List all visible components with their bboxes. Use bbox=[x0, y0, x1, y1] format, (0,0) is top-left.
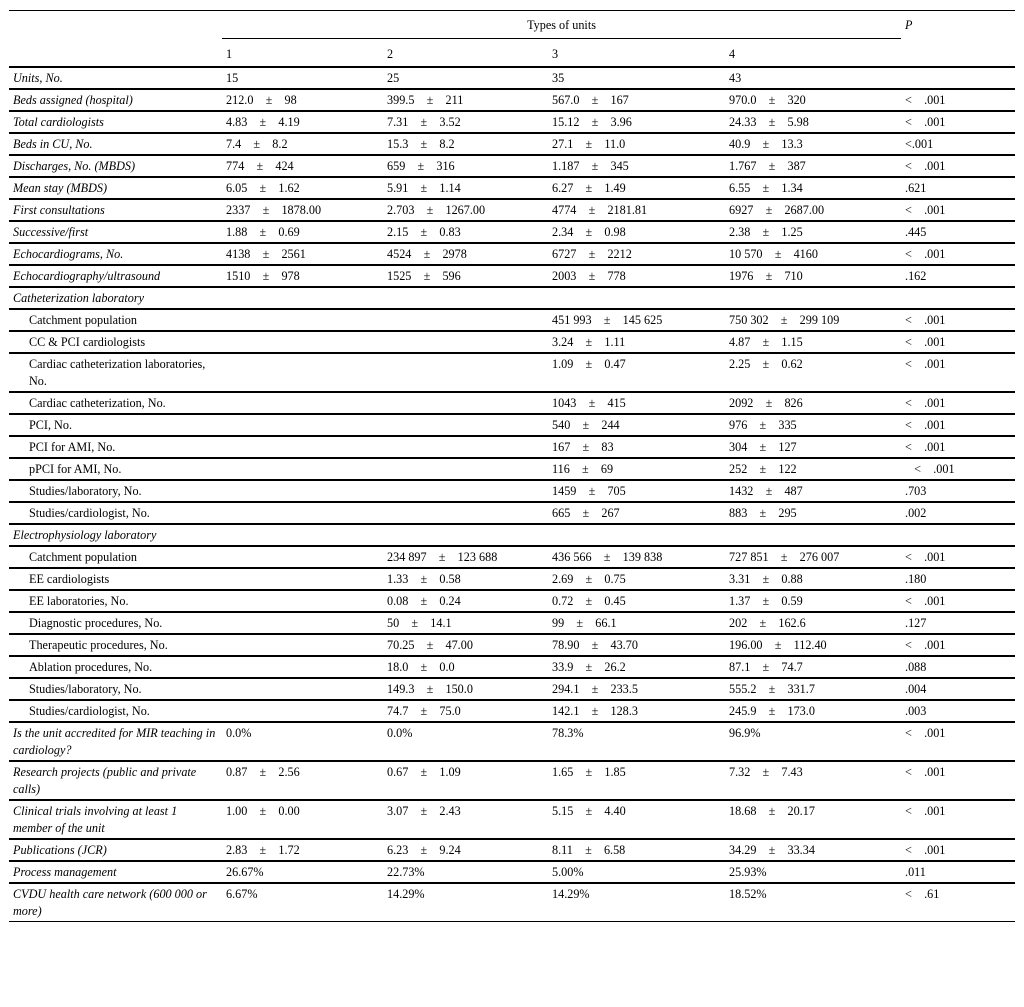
table-row bbox=[9, 111, 1015, 133]
row-label: EE laboratories, No. bbox=[9, 590, 222, 612]
table-row bbox=[9, 700, 1015, 722]
row-label: Electrophysiology laboratory bbox=[9, 524, 222, 546]
table-row bbox=[9, 656, 1015, 678]
table-row bbox=[9, 546, 1015, 568]
unit-1-value-cell bbox=[222, 309, 383, 331]
table-row bbox=[9, 612, 1015, 634]
unit-3-value-cell: 14.29% bbox=[548, 883, 725, 922]
unit-3-value-cell: 2.34 ± 0.98 bbox=[548, 221, 725, 243]
unit-3-value-cell: 1.187 ± 345 bbox=[548, 155, 725, 177]
unit-4-value-cell: 750 302 ± 299 109 bbox=[725, 309, 901, 331]
unit-1-value-cell bbox=[222, 546, 383, 568]
table-row bbox=[9, 221, 1015, 243]
unit-2-value-cell: 25 bbox=[383, 67, 548, 89]
p-value-header: P bbox=[901, 11, 1015, 39]
table-row bbox=[9, 177, 1015, 199]
table-row bbox=[9, 67, 1015, 89]
row-label: Studies/cardiologist, No. bbox=[9, 700, 222, 722]
unit-2-value-cell: 15.3 ± 8.2 bbox=[383, 133, 548, 155]
unit-4-value-cell: 2.25 ± 0.62 bbox=[725, 353, 901, 392]
unit-3-value-cell: 5.00% bbox=[548, 861, 725, 883]
unit-1-value-cell bbox=[222, 414, 383, 436]
unit-2-value-cell: 50 ± 14.1 bbox=[383, 612, 548, 634]
p-value-cell bbox=[901, 287, 1015, 309]
table-row bbox=[9, 436, 1015, 458]
p-value-cell: < .001 bbox=[901, 199, 1015, 221]
row-label: Research projects (public and private calls) bbox=[9, 761, 222, 800]
unit-3-value-cell: 8.11 ± 6.58 bbox=[548, 839, 725, 861]
p-value-cell: < .001 bbox=[901, 839, 1015, 861]
unit-3-value-cell: 6.27 ± 1.49 bbox=[548, 177, 725, 199]
unit-2-value-cell: 7.31 ± 3.52 bbox=[383, 111, 548, 133]
unit-4-value-cell: 2.38 ± 1.25 bbox=[725, 221, 901, 243]
row-label: Discharges, No. (MBDS) bbox=[9, 155, 222, 177]
header-blank-cell bbox=[9, 39, 222, 67]
row-label: Successive/first bbox=[9, 221, 222, 243]
unit-1-value-cell: 4.83 ± 4.19 bbox=[222, 111, 383, 133]
header-row-groups bbox=[9, 11, 1015, 39]
p-value-cell: .004 bbox=[901, 678, 1015, 700]
table-row bbox=[9, 155, 1015, 177]
unit-2-value-cell: 4524 ± 2978 bbox=[383, 243, 548, 265]
table-row bbox=[9, 309, 1015, 331]
unit-4-value-cell: 1.767 ± 387 bbox=[725, 155, 901, 177]
unit-1-value-cell: 774 ± 424 bbox=[222, 155, 383, 177]
p-value-cell: .011 bbox=[901, 861, 1015, 883]
p-value-cell: < .001 bbox=[901, 243, 1015, 265]
unit-1-value-cell bbox=[222, 568, 383, 590]
table-row bbox=[9, 414, 1015, 436]
p-value-cell: < .001 bbox=[901, 392, 1015, 414]
unit-1-value-cell bbox=[222, 458, 383, 480]
p-value-cell: < .001 bbox=[901, 353, 1015, 392]
unit-2-value-cell: 659 ± 316 bbox=[383, 155, 548, 177]
header-row-columns bbox=[9, 39, 1015, 67]
row-label: Echocardiography/ultrasound bbox=[9, 265, 222, 287]
unit-2-value-cell bbox=[383, 480, 548, 502]
row-label: Therapeutic procedures, No. bbox=[9, 634, 222, 656]
table-body bbox=[9, 67, 1015, 922]
unit-1-value-cell bbox=[222, 287, 383, 309]
unit-1-value-cell bbox=[222, 524, 383, 546]
unit-4-value-cell: 970.0 ± 320 bbox=[725, 89, 901, 111]
unit-1-value-cell: 7.4 ± 8.2 bbox=[222, 133, 383, 155]
unit-2-value-cell: 22.73% bbox=[383, 861, 548, 883]
unit-3-value-cell: 27.1 ± 11.0 bbox=[548, 133, 725, 155]
unit-2-value-cell bbox=[383, 353, 548, 392]
row-label: Publications (JCR) bbox=[9, 839, 222, 861]
unit-3-value-cell: 3.24 ± 1.11 bbox=[548, 331, 725, 353]
unit-3-value-cell: 2003 ± 778 bbox=[548, 265, 725, 287]
p-value-cell: <.001 bbox=[901, 133, 1015, 155]
unit-4-value-cell: 4.87 ± 1.15 bbox=[725, 331, 901, 353]
unit-1-value-cell: 1.88 ± 0.69 bbox=[222, 221, 383, 243]
p-value-cell: < .001 bbox=[901, 414, 1015, 436]
p-value-cell: < .61 bbox=[901, 883, 1015, 922]
p-value-cell: < .001 bbox=[901, 546, 1015, 568]
unit-4-value-cell: 555.2 ± 331.7 bbox=[725, 678, 901, 700]
unit-4-value-cell: 1976 ± 710 bbox=[725, 265, 901, 287]
table-row bbox=[9, 287, 1015, 309]
unit-4-value-cell: 1.37 ± 0.59 bbox=[725, 590, 901, 612]
unit-3-value-cell: 116 ± 69 bbox=[548, 458, 725, 480]
row-label: Studies/cardiologist, No. bbox=[9, 502, 222, 524]
unit-3-value-cell: 436 566 ± 139 838 bbox=[548, 546, 725, 568]
unit-1-value-cell bbox=[222, 678, 383, 700]
units-comparison-table bbox=[9, 10, 1015, 922]
unit-2-value-cell: 74.7 ± 75.0 bbox=[383, 700, 548, 722]
unit-4-value-cell bbox=[725, 524, 901, 546]
row-label: Studies/laboratory, No. bbox=[9, 678, 222, 700]
unit-4-value-cell: 34.29 ± 33.34 bbox=[725, 839, 901, 861]
unit-3-value-cell bbox=[548, 287, 725, 309]
row-label: Beds assigned (hospital) bbox=[9, 89, 222, 111]
unit-3-value-cell: 6727 ± 2212 bbox=[548, 243, 725, 265]
p-value-cell: < .001 bbox=[901, 89, 1015, 111]
row-label: Process management bbox=[9, 861, 222, 883]
unit-3-value-cell: 142.1 ± 128.3 bbox=[548, 700, 725, 722]
unit-3-value-cell: 1459 ± 705 bbox=[548, 480, 725, 502]
unit-3-value-cell: 5.15 ± 4.40 bbox=[548, 800, 725, 839]
p-value-cell: < .001 bbox=[901, 590, 1015, 612]
unit-4-value-cell: 1432 ± 487 bbox=[725, 480, 901, 502]
unit-4-value-cell: 976 ± 335 bbox=[725, 414, 901, 436]
column-header-3: 3 bbox=[552, 47, 559, 61]
table-row bbox=[9, 458, 1015, 480]
column-header-2: 2 bbox=[387, 47, 394, 61]
table-row bbox=[9, 722, 1015, 761]
unit-2-value-cell bbox=[383, 392, 548, 414]
row-label: First consultations bbox=[9, 199, 222, 221]
unit-4-value-cell: 202 ± 162.6 bbox=[725, 612, 901, 634]
row-label: Ablation procedures, No. bbox=[9, 656, 222, 678]
unit-2-value-cell: 1525 ± 596 bbox=[383, 265, 548, 287]
unit-4-value-cell: 6927 ± 2687.00 bbox=[725, 199, 901, 221]
table-row bbox=[9, 89, 1015, 111]
unit-2-value-cell: 6.23 ± 9.24 bbox=[383, 839, 548, 861]
row-label: Studies/laboratory, No. bbox=[9, 480, 222, 502]
unit-1-value-cell: 4138 ± 2561 bbox=[222, 243, 383, 265]
unit-1-value-cell bbox=[222, 612, 383, 634]
unit-2-value-cell: 14.29% bbox=[383, 883, 548, 922]
unit-1-value-cell bbox=[222, 700, 383, 722]
row-label: Cardiac catheterization, No. bbox=[9, 392, 222, 414]
row-label: Clinical trials involving at least 1 member of the unit bbox=[9, 800, 222, 839]
unit-2-value-cell: 399.5 ± 211 bbox=[383, 89, 548, 111]
unit-3-value-cell: 15.12 ± 3.96 bbox=[548, 111, 725, 133]
unit-2-value-cell bbox=[383, 458, 548, 480]
table-row bbox=[9, 634, 1015, 656]
unit-1-value-cell: 0.87 ± 2.56 bbox=[222, 761, 383, 800]
table-row bbox=[9, 839, 1015, 861]
table-row bbox=[9, 502, 1015, 524]
unit-4-value-cell: 24.33 ± 5.98 bbox=[725, 111, 901, 133]
unit-4-value-cell: 252 ± 122 bbox=[725, 458, 901, 480]
unit-2-value-cell: 5.91 ± 1.14 bbox=[383, 177, 548, 199]
table-row bbox=[9, 678, 1015, 700]
unit-3-value-cell: 1.09 ± 0.47 bbox=[548, 353, 725, 392]
unit-1-value-cell bbox=[222, 590, 383, 612]
unit-2-value-cell: 0.67 ± 1.09 bbox=[383, 761, 548, 800]
row-label: Diagnostic procedures, No. bbox=[9, 612, 222, 634]
row-label: Beds in CU, No. bbox=[9, 133, 222, 155]
unit-4-value-cell bbox=[725, 287, 901, 309]
unit-4-value-cell: 18.52% bbox=[725, 883, 901, 922]
p-value-cell: < .001 bbox=[901, 458, 1015, 480]
table-row bbox=[9, 568, 1015, 590]
unit-4-value-cell: 25.93% bbox=[725, 861, 901, 883]
row-label: PCI, No. bbox=[9, 414, 222, 436]
unit-1-value-cell: 1510 ± 978 bbox=[222, 265, 383, 287]
unit-2-value-cell: 149.3 ± 150.0 bbox=[383, 678, 548, 700]
unit-3-value-cell: 1.65 ± 1.85 bbox=[548, 761, 725, 800]
unit-4-value-cell: 245.9 ± 173.0 bbox=[725, 700, 901, 722]
p-value-cell: < .001 bbox=[901, 155, 1015, 177]
unit-2-value-cell: 70.25 ± 47.00 bbox=[383, 634, 548, 656]
unit-4-value-cell: 87.1 ± 74.7 bbox=[725, 656, 901, 678]
row-label: Cardiac catheterization laboratories, No. bbox=[9, 353, 222, 392]
unit-3-value-cell: 78.90 ± 43.70 bbox=[548, 634, 725, 656]
unit-1-value-cell: 1.00 ± 0.00 bbox=[222, 800, 383, 839]
unit-1-value-cell bbox=[222, 331, 383, 353]
unit-3-value-cell: 99 ± 66.1 bbox=[548, 612, 725, 634]
unit-3-value-cell: 35 bbox=[548, 67, 725, 89]
table-row bbox=[9, 353, 1015, 392]
unit-4-value-cell: 10 570 ± 4160 bbox=[725, 243, 901, 265]
p-value-cell: < .001 bbox=[901, 634, 1015, 656]
unit-2-value-cell: 0.08 ± 0.24 bbox=[383, 590, 548, 612]
row-label: Catchment population bbox=[9, 546, 222, 568]
unit-1-value-cell: 6.05 ± 1.62 bbox=[222, 177, 383, 199]
unit-3-value-cell: 2.69 ± 0.75 bbox=[548, 568, 725, 590]
p-value-cell: < .001 bbox=[901, 800, 1015, 839]
unit-4-value-cell: 304 ± 127 bbox=[725, 436, 901, 458]
row-label: Mean stay (MBDS) bbox=[9, 177, 222, 199]
table-row bbox=[9, 883, 1015, 922]
unit-1-value-cell bbox=[222, 656, 383, 678]
unit-3-value-cell: 4774 ± 2181.81 bbox=[548, 199, 725, 221]
unit-2-value-cell bbox=[383, 414, 548, 436]
unit-2-value-cell: 0.0% bbox=[383, 722, 548, 761]
row-label: pPCI for AMI, No. bbox=[9, 458, 222, 480]
table-row bbox=[9, 590, 1015, 612]
header-blank-cell bbox=[901, 39, 1015, 67]
p-value-cell: < .001 bbox=[901, 331, 1015, 353]
column-header-1: 1 bbox=[226, 47, 233, 61]
unit-2-value-cell bbox=[383, 436, 548, 458]
unit-2-value-cell bbox=[383, 287, 548, 309]
unit-1-value-cell: 15 bbox=[222, 67, 383, 89]
unit-4-value-cell: 96.9% bbox=[725, 722, 901, 761]
p-value-cell: .703 bbox=[901, 480, 1015, 502]
table-row bbox=[9, 199, 1015, 221]
unit-3-value-cell: 0.72 ± 0.45 bbox=[548, 590, 725, 612]
p-value-cell: < .001 bbox=[901, 111, 1015, 133]
unit-4-value-cell: 727 851 ± 276 007 bbox=[725, 546, 901, 568]
unit-3-value-cell: 1043 ± 415 bbox=[548, 392, 725, 414]
unit-3-value-cell: 665 ± 267 bbox=[548, 502, 725, 524]
unit-2-value-cell: 3.07 ± 2.43 bbox=[383, 800, 548, 839]
types-of-units-header: Types of units bbox=[222, 11, 901, 39]
unit-2-value-cell bbox=[383, 309, 548, 331]
unit-3-value-cell: 33.9 ± 26.2 bbox=[548, 656, 725, 678]
unit-2-value-cell bbox=[383, 502, 548, 524]
unit-2-value-cell bbox=[383, 524, 548, 546]
unit-4-value-cell: 40.9 ± 13.3 bbox=[725, 133, 901, 155]
unit-3-value-cell: 294.1 ± 233.5 bbox=[548, 678, 725, 700]
unit-4-value-cell: 3.31 ± 0.88 bbox=[725, 568, 901, 590]
row-label: Catheterization laboratory bbox=[9, 287, 222, 309]
table-row bbox=[9, 265, 1015, 287]
table-row bbox=[9, 861, 1015, 883]
column-header-4: 4 bbox=[729, 47, 736, 61]
row-label: EE cardiologists bbox=[9, 568, 222, 590]
p-value-cell bbox=[901, 67, 1015, 89]
unit-4-value-cell: 883 ± 295 bbox=[725, 502, 901, 524]
unit-1-value-cell: 2337 ± 1878.00 bbox=[222, 199, 383, 221]
row-label: PCI for AMI, No. bbox=[9, 436, 222, 458]
unit-2-value-cell: 2.15 ± 0.83 bbox=[383, 221, 548, 243]
unit-1-value-cell bbox=[222, 480, 383, 502]
unit-4-value-cell: 18.68 ± 20.17 bbox=[725, 800, 901, 839]
unit-1-value-cell: 0.0% bbox=[222, 722, 383, 761]
row-label: Catchment population bbox=[9, 309, 222, 331]
unit-4-value-cell: 6.55 ± 1.34 bbox=[725, 177, 901, 199]
p-value-cell: .621 bbox=[901, 177, 1015, 199]
p-value-cell: < .001 bbox=[901, 309, 1015, 331]
unit-1-value-cell bbox=[222, 634, 383, 656]
unit-4-value-cell: 7.32 ± 7.43 bbox=[725, 761, 901, 800]
row-label: Is the unit accredited for MIR teaching in cardiology? bbox=[9, 722, 222, 761]
table-row bbox=[9, 524, 1015, 546]
unit-1-value-cell bbox=[222, 436, 383, 458]
row-label: CVDU health care network (600 000 or more) bbox=[9, 883, 222, 922]
unit-3-value-cell bbox=[548, 524, 725, 546]
header-blank-cell bbox=[9, 11, 222, 39]
unit-2-value-cell: 1.33 ± 0.58 bbox=[383, 568, 548, 590]
table-row bbox=[9, 133, 1015, 155]
p-value-cell: .002 bbox=[901, 502, 1015, 524]
p-value-cell: .180 bbox=[901, 568, 1015, 590]
p-value-cell: < .001 bbox=[901, 436, 1015, 458]
table-row bbox=[9, 800, 1015, 839]
unit-2-value-cell bbox=[383, 331, 548, 353]
row-label: Units, No. bbox=[9, 67, 222, 89]
row-label: CC & PCI cardiologists bbox=[9, 331, 222, 353]
p-value-cell: .127 bbox=[901, 612, 1015, 634]
unit-2-value-cell: 2.703 ± 1267.00 bbox=[383, 199, 548, 221]
table-row bbox=[9, 331, 1015, 353]
row-label: Total cardiologists bbox=[9, 111, 222, 133]
unit-3-value-cell: 567.0 ± 167 bbox=[548, 89, 725, 111]
unit-3-value-cell: 451 993 ± 145 625 bbox=[548, 309, 725, 331]
p-value-cell: < .001 bbox=[901, 722, 1015, 761]
unit-1-value-cell bbox=[222, 353, 383, 392]
unit-1-value-cell: 26.67% bbox=[222, 861, 383, 883]
unit-1-value-cell: 212.0 ± 98 bbox=[222, 89, 383, 111]
p-value-cell bbox=[901, 524, 1015, 546]
unit-1-value-cell: 6.67% bbox=[222, 883, 383, 922]
p-value-cell: .088 bbox=[901, 656, 1015, 678]
table-row bbox=[9, 243, 1015, 265]
p-value-cell: .003 bbox=[901, 700, 1015, 722]
unit-3-value-cell: 78.3% bbox=[548, 722, 725, 761]
unit-2-value-cell: 234 897 ± 123 688 bbox=[383, 546, 548, 568]
p-value-cell: < .001 bbox=[901, 761, 1015, 800]
row-label: Echocardiograms, No. bbox=[9, 243, 222, 265]
unit-1-value-cell bbox=[222, 392, 383, 414]
unit-2-value-cell: 18.0 ± 0.0 bbox=[383, 656, 548, 678]
unit-4-value-cell: 196.00 ± 112.40 bbox=[725, 634, 901, 656]
table-row bbox=[9, 392, 1015, 414]
unit-3-value-cell: 167 ± 83 bbox=[548, 436, 725, 458]
unit-3-value-cell: 540 ± 244 bbox=[548, 414, 725, 436]
p-value-cell: .445 bbox=[901, 221, 1015, 243]
unit-4-value-cell: 43 bbox=[725, 67, 901, 89]
p-value-cell: .162 bbox=[901, 265, 1015, 287]
table-row bbox=[9, 480, 1015, 502]
data-table-page bbox=[9, 10, 1015, 922]
unit-4-value-cell: 2092 ± 826 bbox=[725, 392, 901, 414]
unit-1-value-cell bbox=[222, 502, 383, 524]
table-row bbox=[9, 761, 1015, 800]
unit-1-value-cell: 2.83 ± 1.72 bbox=[222, 839, 383, 861]
